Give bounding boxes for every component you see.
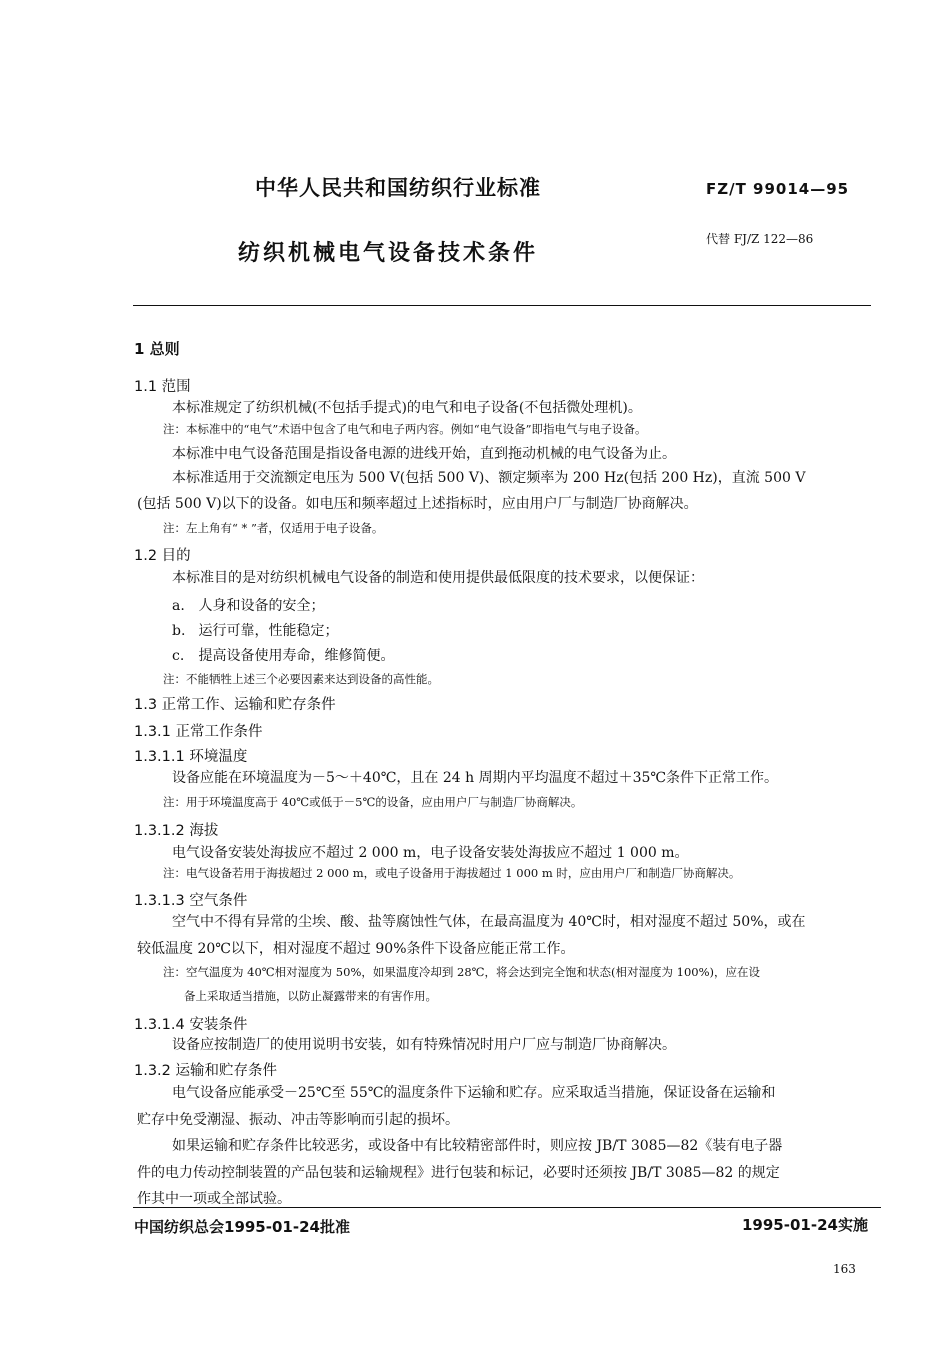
effective-date: 1995-01-24实施 bbox=[742, 1216, 868, 1234]
paragraph: (包括 500 V)以下的设备。如电压和频率超过上述指标时，应由用户厂与制造厂协商解决。 bbox=[137, 496, 698, 512]
note: 注：左上角有“ * ”者，仅适用于电子设备。 bbox=[163, 521, 384, 535]
section-1-3-1-3-heading: 1.3.1.3 空气条件 bbox=[134, 893, 248, 909]
list-item-text: 提高设备使用寿命，维修简便。 bbox=[198, 648, 395, 664]
note: 注：不能牺牲上述三个必要因素来达到设备的高性能。 bbox=[163, 672, 439, 686]
section-1-2-heading: 1.2 目的 bbox=[134, 548, 191, 564]
paragraph: 件的电力传动控制装置的产品包装和运输规程》进行包装和标记，必要时还须按 JB/T 3085—82 的规定 bbox=[137, 1165, 780, 1181]
document-title: 纺织机械电气设备技术条件 bbox=[238, 241, 539, 266]
list-item bbox=[172, 620, 338, 640]
note: 注：电气设备若用于海拔超过 2 000 m，或电子设备用于海拔超过 1 000 m 时，应由用户厂和制造厂协商解决。 bbox=[163, 866, 741, 880]
note: 注：用于环境温度高于 40℃或低于－5℃的设备，应由用户厂与制造厂协商解决。 bbox=[163, 795, 583, 809]
section-1-3-1-1-heading: 1.3.1.1 环境温度 bbox=[134, 749, 248, 765]
replaces-standard: 代替 FJ/Z 122—86 bbox=[706, 232, 814, 246]
section-1-3-heading: 1.3 正常工作、运输和贮存条件 bbox=[134, 697, 336, 713]
list-item-label: c. bbox=[172, 648, 185, 664]
paragraph: 空气中不得有异常的尘埃、酸、盐等腐蚀性气体，在最高温度为 40℃时，相对湿度不超过 50%，或在 bbox=[172, 914, 806, 930]
paragraph: 本标准规定了纺织机械(不包括手提式)的电气和电子设备(不包括微处理机)。 bbox=[172, 400, 642, 416]
header-rule bbox=[133, 305, 871, 306]
note: 注：本标准中的“电气”术语中包含了电气和电子两内容。例如“电气设备”即指电气与电子设备。 bbox=[163, 422, 647, 436]
paragraph: 如果运输和贮存条件比较恶劣，或设备中有比较精密部件时，则应按 JB/T 3085—82《装有电子器 bbox=[172, 1138, 783, 1154]
list-item-label: b. bbox=[172, 623, 186, 639]
section-1-3-1-heading: 1.3.1 正常工作条件 bbox=[134, 724, 263, 740]
list-item-text: 运行可靠，性能稳定； bbox=[198, 623, 339, 639]
list-item-text: 人身和设备的安全； bbox=[198, 598, 325, 614]
section-1-3-1-2-heading: 1.3.1.2 海拔 bbox=[134, 823, 219, 839]
paragraph: 电气设备安装处海拔应不超过 2 000 m，电子设备安装处海拔应不超过 1 000 m。 bbox=[172, 845, 689, 861]
note: 备上采取适当措施，以防止凝露带来的有害作用。 bbox=[184, 989, 437, 1003]
paragraph: 贮存中免受潮湿、振动、冲击等影响而引起的损坏。 bbox=[137, 1112, 459, 1128]
paragraph: 本标准目的是对纺织机械电气设备的制造和使用提供最低限度的技术要求，以便保证： bbox=[172, 570, 704, 586]
paragraph: 作其中一项或全部试验。 bbox=[137, 1191, 291, 1207]
list-item bbox=[172, 645, 394, 665]
footer-rule bbox=[133, 1207, 881, 1208]
paragraph: 较低温度 20℃以下，相对湿度不超过 90%条件下设备应能正常工作。 bbox=[137, 941, 575, 957]
section-1-heading: 1 总则 bbox=[134, 340, 180, 358]
paragraph: 本标准适用于交流额定电压为 500 V(包括 500 V)、额定频率为 200 Hz(包括 200 Hz)，直流 500 V bbox=[172, 470, 806, 486]
section-1-1-heading: 1.1 范围 bbox=[134, 379, 191, 395]
paragraph: 电气设备应能承受－25℃至 55℃的温度条件下运输和贮存。应采取适当措施，保证设备在运输和 bbox=[172, 1085, 776, 1101]
approval-line: 中国纺织总会1995-01-24批准 bbox=[134, 1218, 350, 1236]
issuer-title: 中华人民共和国纺织行业标准 bbox=[255, 176, 541, 200]
list-item-label: a. bbox=[172, 598, 185, 614]
page-number: 163 bbox=[833, 1262, 856, 1276]
paragraph: 设备应能在环境温度为－5～＋40℃，且在 24 h 周期内平均温度不超过＋35℃条件下正常工作。 bbox=[172, 770, 779, 786]
standard-code: FZ/T 99014—95 bbox=[706, 180, 850, 198]
paragraph: 设备应按制造厂的使用说明书安装，如有特殊情况时用户厂应与制造厂协商解决。 bbox=[172, 1037, 676, 1053]
paragraph: 本标准中电气设备范围是指设备电源的进线开始，直到拖动机械的电气设备为止。 bbox=[172, 446, 676, 462]
section-1-3-2-heading: 1.3.2 运输和贮存条件 bbox=[134, 1063, 278, 1079]
note: 注：空气温度为 40℃相对湿度为 50%，如果温度冷却到 28℃，将会达到完全饱和状态(相对湿度为 100%)，应在设 bbox=[163, 965, 761, 979]
list-item bbox=[172, 595, 324, 615]
section-1-3-1-4-heading: 1.3.1.4 安装条件 bbox=[134, 1017, 248, 1033]
